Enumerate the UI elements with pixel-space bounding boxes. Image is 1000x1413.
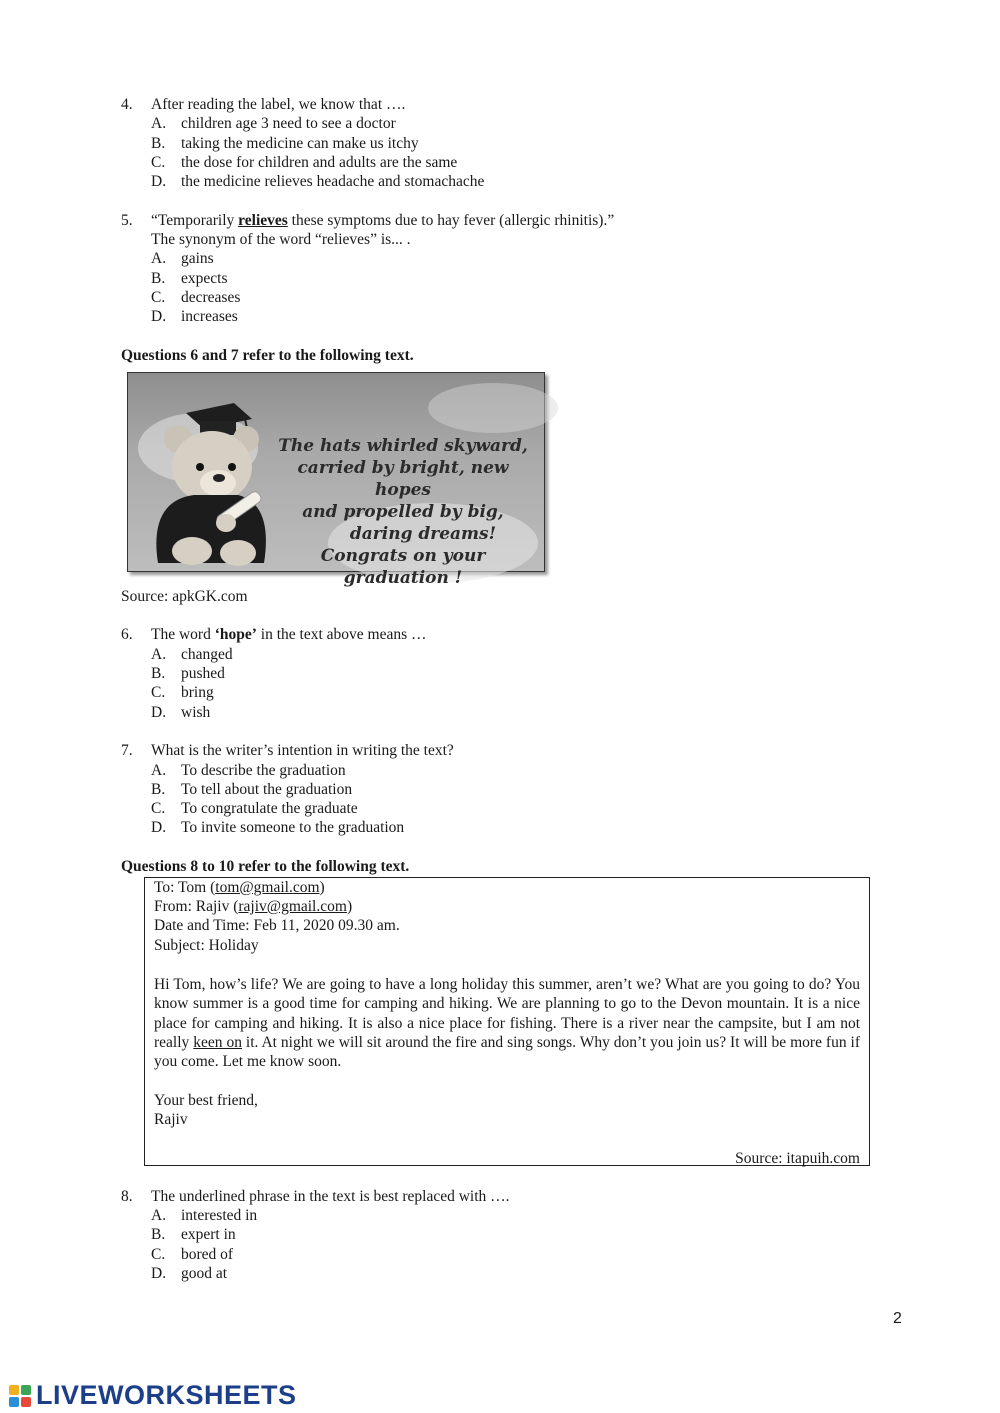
email-text-box bbox=[144, 877, 870, 1166]
question-stem-line2: The synonym of the word “relieves” is... . bbox=[151, 231, 411, 248]
question-stem: What is the writer’s intention in writing the text? bbox=[151, 742, 454, 759]
email-from-address[interactable]: rajiv@gmail.com bbox=[238, 898, 347, 915]
option-letter: A. bbox=[151, 646, 167, 663]
image-source: Source: apkGK.com bbox=[121, 588, 248, 605]
brand-name: LIVEWORKSHEETS bbox=[36, 1380, 297, 1410]
stem-text: in the text above means … bbox=[256, 626, 427, 643]
option-letter: B. bbox=[151, 781, 166, 798]
option-letter: D. bbox=[151, 1265, 167, 1282]
question-number: 4. bbox=[121, 96, 133, 113]
option-letter: A. bbox=[151, 115, 167, 132]
email-to-end: ) bbox=[319, 879, 325, 896]
option-letter: A. bbox=[151, 1207, 167, 1224]
liveworksheets-logo[interactable] bbox=[8, 1380, 297, 1411]
email-closing: Your best friend, bbox=[154, 1092, 258, 1109]
option-letter: C. bbox=[151, 800, 166, 817]
card-line: and propelled by big, bbox=[302, 502, 504, 522]
option-letter: D. bbox=[151, 704, 167, 721]
section-heading: Questions 8 to 10 refer to the following text. bbox=[121, 858, 410, 875]
option-text: increases bbox=[181, 308, 238, 325]
option-text: expects bbox=[181, 270, 228, 287]
email-from-end: ) bbox=[346, 898, 353, 915]
email-body-text: it. At night we will sit around the fire and sing songs. Why don’t you join us? It will be more fun if you come. Let me know soon. bbox=[154, 1033, 860, 1071]
question-stem bbox=[151, 625, 427, 644]
option-letter: D. bbox=[151, 308, 167, 325]
highlighted-word: relieves bbox=[238, 212, 288, 229]
blocks-logo-icon bbox=[8, 1384, 32, 1408]
option-letter: B. bbox=[151, 665, 166, 682]
question-stem: After reading the label, we know that …. bbox=[151, 96, 406, 113]
option-letter: D. bbox=[151, 819, 167, 836]
email-to-label: To: Tom ( bbox=[154, 879, 216, 896]
option-letter: B. bbox=[151, 135, 166, 152]
option-text: expert in bbox=[181, 1226, 236, 1243]
option-text: taking the medicine can make us itchy bbox=[181, 135, 419, 152]
option-letter: A. bbox=[151, 762, 167, 779]
email-date: Date and Time: Feb 11, 2020 09.30 am. bbox=[154, 917, 400, 934]
question-number: 8. bbox=[121, 1188, 133, 1205]
email-source: Source: itapuih.com bbox=[735, 1150, 860, 1167]
option-text: To invite someone to the graduation bbox=[181, 819, 405, 836]
option-text: pushed bbox=[181, 665, 225, 682]
option-letter: C. bbox=[151, 289, 166, 306]
email-to-address[interactable]: tom@gmail.com bbox=[215, 879, 320, 896]
card-line: Congrats on your graduation ! bbox=[320, 546, 486, 588]
option-letter: D. bbox=[151, 173, 167, 190]
email-to bbox=[154, 878, 325, 897]
question-number: 5. bbox=[121, 212, 133, 229]
option-text: changed bbox=[181, 646, 233, 663]
stem-text: The word bbox=[151, 626, 215, 643]
option-letter: C. bbox=[151, 1246, 166, 1263]
option-letter: B. bbox=[151, 1226, 166, 1243]
option-text: interested in bbox=[181, 1207, 258, 1224]
section-heading: Questions 6 and 7 refer to the following text. bbox=[121, 347, 414, 364]
option-text: bring bbox=[181, 684, 214, 701]
option-text: wish bbox=[181, 704, 211, 721]
option-text: To congratulate the graduate bbox=[181, 800, 358, 817]
option-text: gains bbox=[181, 250, 214, 267]
option-text: To describe the graduation bbox=[181, 762, 346, 779]
question-number: 7. bbox=[121, 742, 133, 759]
card-line: daring dreams! bbox=[349, 524, 497, 544]
option-text: bored of bbox=[181, 1246, 234, 1263]
highlighted-word: ‘hope’ bbox=[214, 626, 257, 643]
option-letter: C. bbox=[151, 684, 166, 701]
option-text: To tell about the graduation bbox=[181, 781, 353, 798]
stem-text: “Temporarily bbox=[151, 212, 239, 229]
option-letter: B. bbox=[151, 270, 166, 287]
question-number: 6. bbox=[121, 626, 133, 643]
page-number: 2 bbox=[893, 1310, 902, 1327]
option-text: decreases bbox=[181, 289, 241, 306]
email-body-text: Hi Tom, how’s life? We are going to have a long holiday this summer, aren’t we? What are you going to do? You know summer is a good time for camping and hiking. We are planning to go to the Devon mountain. It is a nice place for camping and hiking. It is also a nice place for fishing. There is a river near the campsite, but I am not really bbox=[154, 976, 860, 1051]
email-from bbox=[154, 897, 352, 916]
card-message bbox=[278, 435, 528, 589]
option-text: the dose for children and adults are the same bbox=[181, 154, 458, 171]
option-letter: A. bbox=[151, 250, 167, 267]
option-text: good at bbox=[181, 1265, 228, 1282]
email-subject: Subject: Holiday bbox=[154, 937, 259, 954]
underlined-phrase: keen on bbox=[193, 1033, 242, 1051]
email-body bbox=[154, 975, 860, 1071]
option-text: children age 3 need to see a doctor bbox=[181, 115, 396, 132]
card-line: The hats whirled skyward, bbox=[278, 436, 528, 456]
teddy-bear-icon bbox=[134, 395, 274, 567]
option-letter: C. bbox=[151, 154, 166, 171]
card-line: carried by bright, new hopes bbox=[297, 458, 509, 500]
question-stem: The underlined phrase in the text is best replaced with …. bbox=[151, 1188, 510, 1205]
stem-text: these symptoms due to hay fever (allergic rhinitis).” bbox=[287, 212, 615, 229]
graduation-card-image bbox=[127, 372, 545, 588]
email-from-label: From: Rajiv ( bbox=[154, 898, 239, 915]
email-signature: Rajiv bbox=[154, 1111, 188, 1128]
option-text: the medicine relieves headache and stomachache bbox=[181, 173, 485, 190]
question-stem bbox=[151, 211, 614, 230]
